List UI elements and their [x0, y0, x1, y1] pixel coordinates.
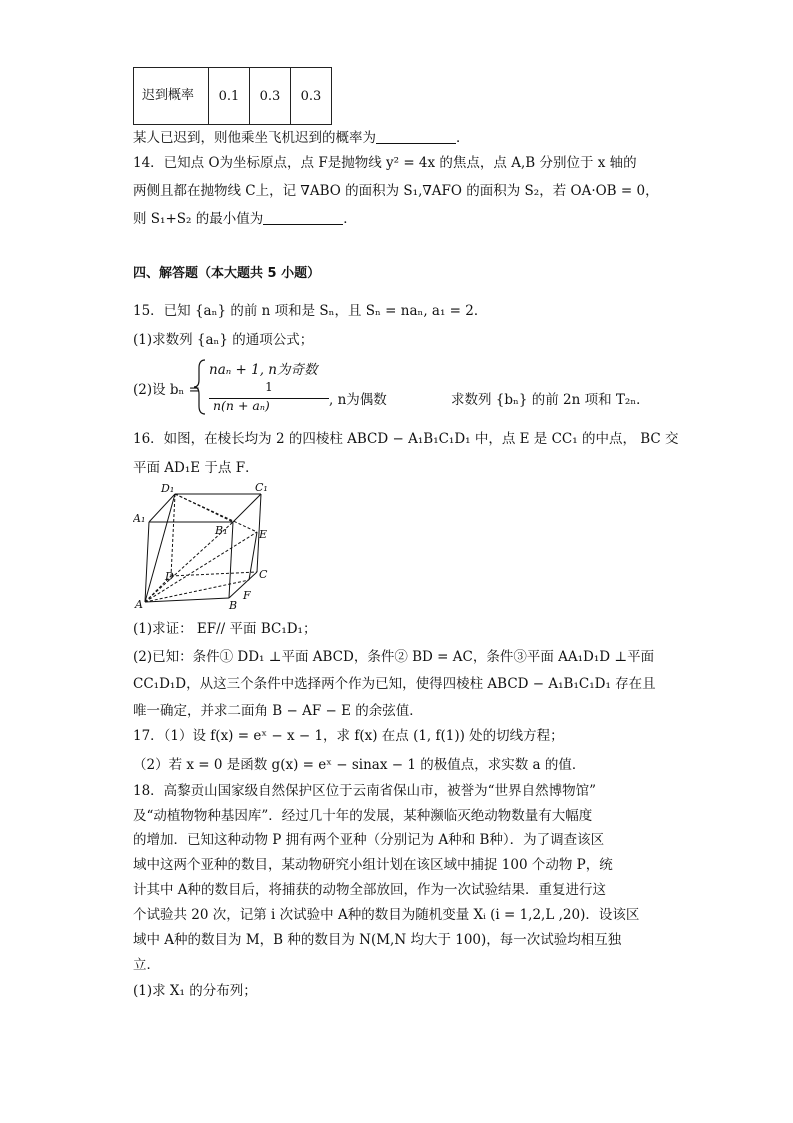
probability-table	[133, 67, 332, 125]
q16-line2: 平面 AD₁E 于点 F．	[133, 460, 259, 476]
label-B: B	[229, 599, 238, 610]
q14-line2: 两侧且都在抛物线 C上，记 ∇ABO 的面积为 S₁,∇AFO 的面积为 S₂，若 OA·OB = 0，	[133, 183, 659, 199]
table-cell: 0.3	[250, 68, 291, 125]
brace-icon	[193, 358, 207, 416]
q15-case2-numerator: 1	[265, 380, 273, 394]
q15-case2-condition: , n为偶数	[329, 392, 387, 408]
q18-line3: 的增加．已知这种动物 P 拥有两个亚种（分别记为 A种和 B种）．为了调查该区	[133, 832, 605, 848]
table-row	[134, 68, 332, 125]
q18-line5: 计其中 A种的数目后，将捕获的动物全部放回，作为一次试验结果．重复进行这	[133, 882, 607, 898]
q16-line1: 16．如图，在棱长均为 2 的四棱柱 ABCD − A₁B₁C₁D₁ 中，点 E 是 CC₁ 的中点， BC 交	[133, 431, 679, 447]
q15-case1: naₙ + 1, n为奇数	[209, 362, 318, 378]
q16-part2-line1: (2)已知：条件① DD₁ ⊥平面 ABCD，条件② BD = AC，条件③平面 AA₁D₁D ⊥平面	[133, 649, 655, 665]
table-header-cell: 迟到概率	[134, 68, 209, 125]
label-C1: C₁	[255, 481, 268, 494]
q14-line3: 则 S₁+S₂ 的最小值为 ．	[133, 211, 357, 227]
q16-part2-line3: 唯一确定，并求二面角 B − AF − E 的余弦值．	[133, 703, 423, 719]
label-D: D	[165, 570, 174, 583]
label-B1: B₁	[215, 524, 228, 537]
answer-blank	[376, 129, 456, 144]
label-D1: D₁	[161, 482, 175, 495]
q18-line1: 18．高黎贡山国家级自然保护区位于云南省保山市，被誉为“世界自然博物馆”	[133, 783, 596, 799]
q15-line1: 15．已知 {aₙ} 的前 n 项和是 Sₙ，且 Sₙ = naₙ, a₁ = 2．	[133, 303, 488, 319]
q14-line1: 14．已知点 O为坐标原点，点 F是抛物线 y² = 4x 的焦点，点 A,B 分别位于 x 轴的	[133, 155, 637, 171]
q18-line6: 个试验共 20 次，记第 i 次试验中 A种的数目为随机变量 Xᵢ (i = 1,2,L ,20)．设该区	[133, 907, 640, 923]
q15-part2	[133, 356, 693, 416]
q18-line8: 立．	[133, 957, 160, 973]
q15-part2-suffix: 求数列 {bₙ} 的前 2n 项和 T₂ₙ．	[451, 392, 650, 408]
section-heading: 四、解答题（本大题共 5 小题）	[133, 266, 321, 281]
q18-line4: 域中这两个亚种的数目，某动物研究小组计划在该区域中捕捉 100 个动物 P，统	[133, 857, 613, 873]
label-C: C	[259, 568, 268, 581]
q15-part2-prefix: (2)设 bₙ =	[133, 382, 200, 398]
q15-case2-denominator: n(n + aₙ)	[213, 398, 270, 413]
label-A1: A₁	[133, 512, 146, 525]
table-cell: 0.3	[291, 68, 332, 125]
q18-line2: 及“动植物物种基因库”．经过几十年的发展，某种濒临灭绝动物数量有大幅度	[133, 808, 593, 824]
q16-part2-line2: CC₁D₁D，从这三个条件中选择两个作为已知，使得四棱柱 ABCD − A₁B₁C₁D₁ 存在且	[133, 676, 656, 692]
label-A: A	[135, 598, 143, 610]
q18-part1: (1)求 X₁ 的分布列；	[133, 983, 257, 999]
q17-line1: 17．（1）设 f(x) = eˣ − x − 1，求 f(x) 在点 (1, f(1)) 处的切线方程；	[133, 728, 564, 744]
answer-blank	[263, 210, 343, 225]
q15-part1: (1)求数列 {aₙ} 的通项公式；	[133, 332, 314, 348]
table-cell: 0.1	[209, 68, 250, 125]
q13-tail: 某人已迟到，则他乘坐飞机迟到的概率为 ．	[133, 130, 470, 146]
label-F: F	[243, 589, 251, 602]
q17-line2: （2）若 x = 0 是函数 g(x) = eˣ − sinax − 1 的极值点，求实数 a 的值．	[133, 757, 586, 773]
q18-line7: 域中 A种的数目为 M，B 种的数目为 N(M,N 均大于 100)，每一次试验均相互独	[133, 932, 622, 948]
q16-part1: (1)求证： EF// 平面 BC₁D₁；	[133, 621, 317, 637]
label-E: E	[259, 528, 268, 541]
prism-figure	[133, 480, 283, 610]
